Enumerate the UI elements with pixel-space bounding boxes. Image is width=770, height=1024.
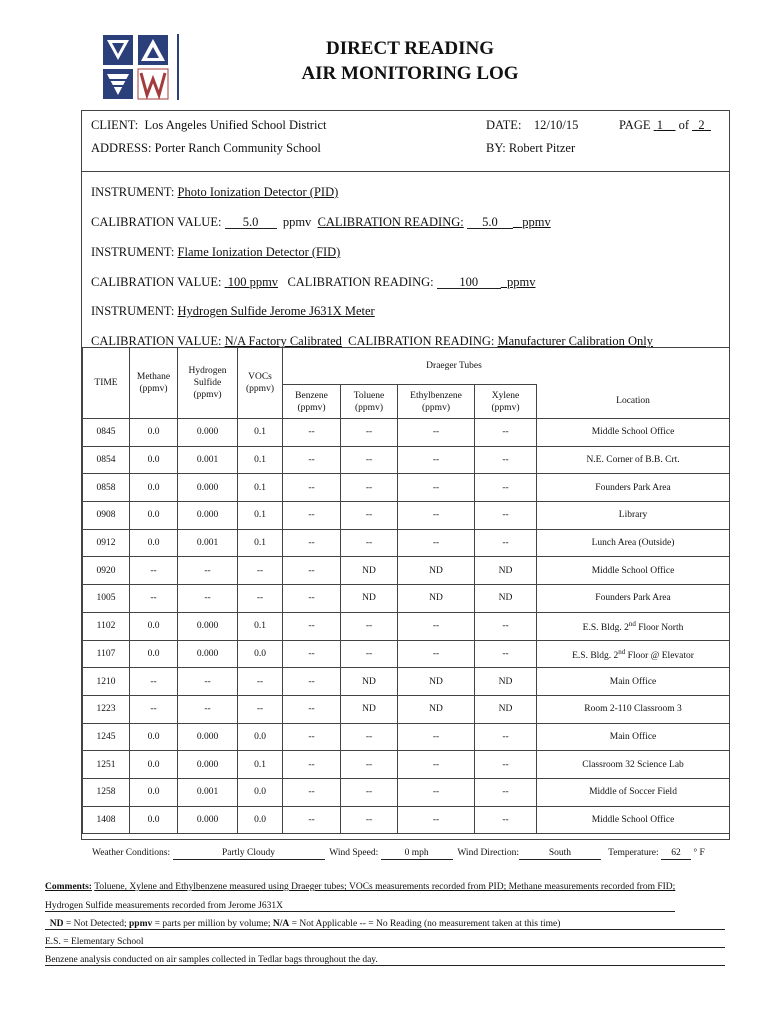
page-label: PAGE — [619, 118, 651, 132]
header-h2s: Hydrogen Sulfide (ppmv) — [178, 348, 238, 419]
client-value: Los Angeles Unified School District — [144, 118, 327, 132]
cell-xylene: -- — [475, 612, 537, 640]
cell-xylene: -- — [475, 502, 537, 530]
cell-time: 1107 — [83, 640, 130, 668]
cell-time: 0854 — [83, 446, 130, 474]
cell-methane: -- — [130, 557, 178, 585]
cell-ethylbenzene: ND — [398, 585, 475, 613]
cell-location: Founders Park Area — [537, 474, 730, 502]
cell-xylene: -- — [475, 474, 537, 502]
comments-line-3: ND = Not Detected; ppmv = parts per million by volume; N/A = Not Applicable -- = No Reading (no measurement taken at this time) — [45, 919, 725, 930]
cell-h2s: -- — [178, 695, 238, 723]
table-row — [83, 419, 730, 447]
table-row — [83, 751, 730, 779]
cell-toluene: -- — [341, 419, 398, 447]
cell-location: Middle of Soccer Field — [537, 778, 730, 806]
page-line — [619, 118, 711, 133]
cell-vocs: -- — [238, 668, 283, 696]
header-methane: Methane (ppmv) — [130, 348, 178, 419]
cell-ethylbenzene: -- — [398, 751, 475, 779]
cell-vocs: 0.0 — [238, 806, 283, 834]
cell-benzene: -- — [283, 585, 341, 613]
cell-location: Library — [537, 502, 730, 530]
header-location: Location — [537, 385, 730, 419]
cell-toluene: -- — [341, 502, 398, 530]
pid-name: Photo Ionization Detector (PID) — [177, 185, 339, 199]
cell-benzene: -- — [283, 529, 341, 557]
cell-location: Lunch Area (Outside) — [537, 529, 730, 557]
cell-toluene: -- — [341, 529, 398, 557]
table-row — [83, 640, 730, 668]
cell-methane: 0.0 — [130, 640, 178, 668]
cell-benzene: -- — [283, 446, 341, 474]
company-logo — [103, 34, 187, 100]
cell-ethylbenzene: -- — [398, 474, 475, 502]
cell-time: 1223 — [83, 695, 130, 723]
cell-benzene: -- — [283, 502, 341, 530]
cell-vocs: 0.0 — [238, 723, 283, 751]
temperature-label: Temperature: — [608, 848, 659, 858]
cell-time: 0845 — [83, 419, 130, 447]
wind-direction-value: South — [519, 848, 601, 860]
cell-time: 1210 — [83, 668, 130, 696]
cell-vocs: 0.1 — [238, 751, 283, 779]
date-label: DATE: — [486, 118, 522, 132]
cell-xylene: -- — [475, 778, 537, 806]
cell-h2s: 0.000 — [178, 723, 238, 751]
cell-xylene: ND — [475, 557, 537, 585]
cell-vocs: -- — [238, 557, 283, 585]
cell-vocs: 0.1 — [238, 502, 283, 530]
cell-toluene: -- — [341, 474, 398, 502]
fid-cal-value: 100 ppmv — [227, 275, 279, 289]
cell-ethylbenzene: -- — [398, 446, 475, 474]
cell-location: E.S. Bldg. 2nd Floor North — [537, 612, 730, 640]
by-value: Robert Pitzer — [508, 141, 576, 155]
comments-line-4: E.S. = Elementary School — [45, 937, 725, 948]
temperature-unit: ° F — [693, 848, 705, 858]
cell-xylene: -- — [475, 419, 537, 447]
cell-time: 0858 — [83, 474, 130, 502]
table-row — [83, 502, 730, 530]
cell-location: Main Office — [537, 723, 730, 751]
cell-methane: 0.0 — [130, 778, 178, 806]
header-vocs: VOCs (ppmv) — [238, 348, 283, 419]
cell-location: E.S. Bldg. 2nd Floor @ Elevator — [537, 640, 730, 668]
page-title — [250, 36, 570, 86]
cell-ethylbenzene: ND — [398, 668, 475, 696]
cell-methane: 0.0 — [130, 751, 178, 779]
cell-methane: 0.0 — [130, 612, 178, 640]
cell-benzene: -- — [283, 806, 341, 834]
cell-xylene: ND — [475, 695, 537, 723]
instrument-fid: INSTRUMENT: Flame Ionization Detector (FID) — [91, 245, 341, 259]
cell-toluene: ND — [341, 695, 398, 723]
cell-xylene: ND — [475, 585, 537, 613]
cell-location: Main Office — [537, 668, 730, 696]
cell-ethylbenzene: -- — [398, 612, 475, 640]
address-value: Porter Ranch Community School — [154, 141, 321, 155]
cell-toluene: -- — [341, 778, 398, 806]
title-line-1: DIRECT READING — [325, 38, 495, 59]
client-line — [91, 118, 326, 133]
comments-line-5: Benzene analysis conducted on air samples collected in Tedlar bags throughout the day. — [45, 955, 725, 966]
cell-h2s: 0.000 — [178, 502, 238, 530]
cell-location: Middle School Office — [537, 806, 730, 834]
cell-ethylbenzene: -- — [398, 529, 475, 557]
cell-xylene: -- — [475, 806, 537, 834]
comments-line-1: Comments: Toluene, Xylene and Ethylbenzene measured using Draeger tubes; VOCs measurements recorded from PID; Methane measurements recorded from FID; — [45, 882, 676, 892]
table-row — [83, 585, 730, 613]
table-row — [83, 529, 730, 557]
cell-toluene: ND — [341, 668, 398, 696]
cell-ethylbenzene: -- — [398, 806, 475, 834]
cell-toluene: ND — [341, 557, 398, 585]
cell-ethylbenzene: -- — [398, 723, 475, 751]
wind-direction-label: Wind Direction: — [457, 848, 519, 858]
temperature-value: 62 — [661, 848, 691, 860]
cell-toluene: ND — [341, 585, 398, 613]
table-row — [83, 557, 730, 585]
cell-vocs: 0.1 — [238, 612, 283, 640]
readings-table — [82, 347, 730, 834]
address-line — [91, 141, 321, 156]
pid-calibration: CALIBRATION VALUE: 5.0 ppmv CALIBRATION READING: 5.0 ppmv — [91, 215, 551, 229]
weather-value: Partly Cloudy — [173, 848, 325, 860]
cell-xylene: -- — [475, 723, 537, 751]
cell-h2s: 0.000 — [178, 474, 238, 502]
title-line-2: AIR MONITORING LOG — [301, 63, 519, 84]
cell-methane: 0.0 — [130, 529, 178, 557]
cell-ethylbenzene: ND — [398, 695, 475, 723]
cell-vocs: 0.1 — [238, 446, 283, 474]
cell-time: 0908 — [83, 502, 130, 530]
instrument-h2s: INSTRUMENT: Hydrogen Sulfide Jerome J631X Meter — [91, 304, 375, 318]
cell-xylene: -- — [475, 446, 537, 474]
fid-name: Flame Ionization Detector (FID) — [177, 245, 341, 259]
cell-time: 1251 — [83, 751, 130, 779]
wind-speed-value: 0 mph — [381, 848, 453, 860]
cell-toluene: -- — [341, 446, 398, 474]
date-value: 12/10/15 — [533, 118, 579, 132]
fid-cal-reading: 100 — [437, 277, 501, 289]
cell-benzene: -- — [283, 778, 341, 806]
cell-h2s: 0.001 — [178, 529, 238, 557]
table-row — [83, 446, 730, 474]
cell-xylene: ND — [475, 668, 537, 696]
h2s-cal-value: N/A Factory Calibrated — [224, 334, 342, 348]
cell-h2s: 0.001 — [178, 446, 238, 474]
fid-calibration: CALIBRATION VALUE: 100 ppmv CALIBRATION READING: 100 ppmv — [91, 275, 536, 289]
cell-time: 1258 — [83, 778, 130, 806]
table-row — [83, 723, 730, 751]
cell-ethylbenzene: -- — [398, 640, 475, 668]
cell-ethylbenzene: -- — [398, 502, 475, 530]
cell-time: 1245 — [83, 723, 130, 751]
conditions-line — [92, 848, 705, 860]
cell-benzene: -- — [283, 723, 341, 751]
by-line — [486, 141, 575, 156]
page-number: 1__ — [656, 118, 676, 132]
cell-ethylbenzene: -- — [398, 778, 475, 806]
cell-methane: 0.0 — [130, 474, 178, 502]
cell-location: Middle School Office — [537, 557, 730, 585]
cell-location: Classroom 32 Science Lab — [537, 751, 730, 779]
cell-time: 1408 — [83, 806, 130, 834]
of-label: of — [678, 118, 690, 132]
cell-xylene: -- — [475, 640, 537, 668]
cell-xylene: -- — [475, 529, 537, 557]
cell-toluene: -- — [341, 723, 398, 751]
header-benzene: Benzene (ppmv) — [283, 385, 341, 419]
cell-time: 0920 — [83, 557, 130, 585]
cell-h2s: -- — [178, 668, 238, 696]
h2s-calibration: CALIBRATION VALUE: N/A Factory Calibrated CALIBRATION READING: Manufacturer Calibration Only — [91, 334, 653, 348]
cell-h2s: 0.000 — [178, 419, 238, 447]
cell-methane: -- — [130, 668, 178, 696]
cell-vocs: 0.1 — [238, 474, 283, 502]
pid-cal-value: 5.0 — [225, 217, 277, 229]
weather-label: Weather Conditions: — [92, 848, 171, 858]
cell-time: 0912 — [83, 529, 130, 557]
cell-time: 1102 — [83, 612, 130, 640]
cell-h2s: 0.000 — [178, 640, 238, 668]
cell-time: 1005 — [83, 585, 130, 613]
cell-toluene: -- — [341, 640, 398, 668]
page-total: _2_ — [692, 118, 711, 132]
table-row — [83, 806, 730, 834]
cell-vocs: -- — [238, 695, 283, 723]
divider — [82, 171, 729, 172]
cell-h2s: -- — [178, 557, 238, 585]
cell-h2s: 0.000 — [178, 806, 238, 834]
date-line — [486, 118, 578, 133]
comments-line-2: Hydrogen Sulfide measurements recorded from Jerome J631X — [45, 901, 675, 912]
cell-methane: -- — [130, 695, 178, 723]
cell-methane: 0.0 — [130, 446, 178, 474]
header-xylene: Xylene (ppmv) — [475, 385, 537, 419]
table-row — [83, 474, 730, 502]
cell-toluene: -- — [341, 751, 398, 779]
header-time: TIME — [83, 348, 130, 419]
cell-benzene: -- — [283, 557, 341, 585]
h2s-cal-reading: Manufacturer Calibration Only — [497, 334, 653, 348]
cell-benzene: -- — [283, 668, 341, 696]
cell-ethylbenzene: -- — [398, 419, 475, 447]
cell-location: Founders Park Area — [537, 585, 730, 613]
cell-benzene: -- — [283, 419, 341, 447]
cell-benzene: -- — [283, 474, 341, 502]
cell-methane: -- — [130, 585, 178, 613]
client-label: CLIENT: — [91, 118, 139, 132]
cell-ethylbenzene: ND — [398, 557, 475, 585]
cell-vocs: 0.1 — [238, 529, 283, 557]
instrument-pid: INSTRUMENT: Photo Ionization Detector (PID) — [91, 185, 339, 199]
address-label: ADDRESS: — [91, 141, 152, 155]
cell-benzene: -- — [283, 751, 341, 779]
table-row — [83, 612, 730, 640]
cell-h2s: 0.001 — [178, 778, 238, 806]
cell-benzene: -- — [283, 612, 341, 640]
cell-h2s: -- — [178, 585, 238, 613]
by-label: BY: — [486, 141, 506, 155]
table-row — [83, 778, 730, 806]
cell-toluene: -- — [341, 612, 398, 640]
cell-methane: 0.0 — [130, 806, 178, 834]
pid-cal-reading: 5.0 — [467, 217, 513, 229]
cell-methane: 0.0 — [130, 419, 178, 447]
cell-toluene: -- — [341, 806, 398, 834]
cell-h2s: 0.000 — [178, 751, 238, 779]
h2s-name: Hydrogen Sulfide Jerome J631X Meter — [177, 304, 375, 318]
header-ethylbenzene: Ethylbenzene (ppmv) — [398, 385, 475, 419]
cell-vocs: 0.0 — [238, 778, 283, 806]
cell-location: N.E. Corner of B.B. Crt. — [537, 446, 730, 474]
cell-vocs: -- — [238, 585, 283, 613]
table-row — [83, 668, 730, 696]
cell-vocs: 0.1 — [238, 419, 283, 447]
comments-label: Comments: — [45, 882, 92, 892]
log-frame — [81, 110, 730, 840]
cell-benzene: -- — [283, 695, 341, 723]
cell-location: Room 2-110 Classroom 3 — [537, 695, 730, 723]
cell-vocs: 0.0 — [238, 640, 283, 668]
cell-location: Middle School Office — [537, 419, 730, 447]
cell-h2s: 0.000 — [178, 612, 238, 640]
cell-benzene: -- — [283, 640, 341, 668]
cell-xylene: -- — [475, 751, 537, 779]
cell-methane: 0.0 — [130, 723, 178, 751]
wind-speed-label: Wind Speed: — [329, 848, 379, 858]
header-draeger: Draeger Tubes — [283, 348, 730, 385]
table-row — [83, 695, 730, 723]
header-toluene: Toluene (ppmv) — [341, 385, 398, 419]
cell-methane: 0.0 — [130, 502, 178, 530]
